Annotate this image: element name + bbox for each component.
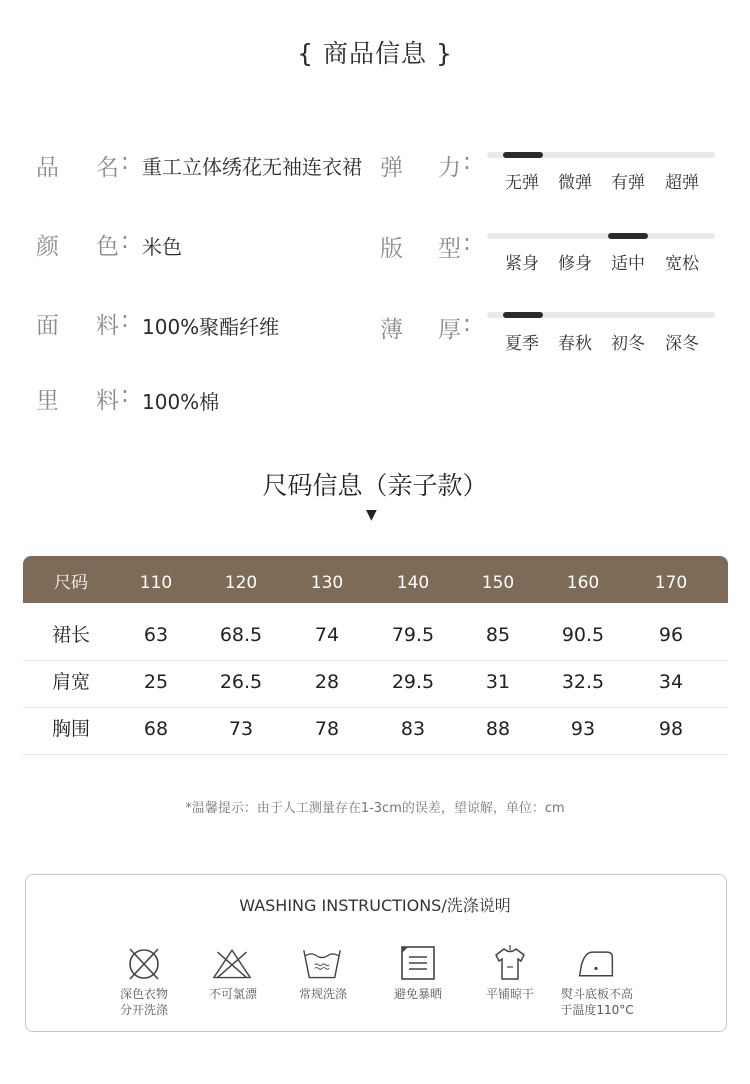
fabric-value: 100%聚酯纤维: [142, 315, 280, 339]
table-cell: 73: [228, 718, 254, 740]
elasticity-option: 有弹: [611, 173, 645, 193]
table-header-cell: 130: [310, 573, 344, 593]
table-cell: 78: [314, 718, 340, 740]
elasticity-option: 超弹: [665, 173, 699, 193]
fit-scale-track: [487, 233, 715, 239]
elasticity-scale-track: [487, 152, 715, 158]
fit-option: 宽松: [665, 254, 699, 274]
thickness-option: 春秋: [558, 334, 592, 354]
table-cell: 68: [143, 718, 169, 740]
lining-value: 100%棉: [142, 390, 220, 414]
thickness-option: 深冬: [665, 334, 699, 354]
row-color-label-b: 色: [96, 234, 119, 260]
size-info-title: 尺码信息（亲子款）: [262, 471, 488, 500]
table-header-cell: 120: [224, 573, 258, 593]
wash-label: 避免暴晒: [393, 987, 442, 1001]
flat-dry-icon: [490, 943, 530, 983]
no-bleach-icon: [212, 943, 252, 983]
row-fabric-label-a: 面: [36, 313, 59, 339]
table-cell: 26.5: [219, 671, 263, 693]
row-lining-label-b: 料: [96, 388, 119, 414]
wash-label: 常规洗涤: [298, 987, 347, 1001]
size-table-header: [23, 556, 728, 603]
row-lining-colon: :: [121, 382, 129, 408]
table-cell: 98: [658, 718, 684, 740]
elasticity-colon: :: [463, 149, 471, 175]
product-info-title: { 商品信息 }: [297, 39, 453, 68]
wash-label: 于温度110°C: [560, 1003, 634, 1017]
wash-label: 不可氯漂: [208, 987, 257, 1001]
row-lining-label-a: 里: [36, 388, 59, 414]
color-value: 米色: [142, 235, 182, 259]
table-cell: 32.5: [561, 671, 605, 693]
table-header-cell: 尺码: [54, 573, 88, 593]
thickness-label-b: 厚: [438, 317, 461, 343]
table-cell: 裙长: [51, 624, 90, 646]
thickness-option: 初冬: [611, 334, 645, 354]
table-cell: 85: [485, 624, 511, 646]
fit-label-b: 型: [438, 236, 461, 262]
table-cell: 肩宽: [51, 671, 90, 693]
no-tumble-wash-icon: [124, 943, 164, 983]
table-cell: 25: [143, 671, 169, 693]
thickness-colon: :: [463, 311, 471, 337]
thickness-scale-marker: [503, 312, 543, 318]
measurement-note: *温馨提示：由于人工测量存在1-3cm的误差，望谅解，单位：cm: [185, 801, 565, 816]
fit-option: 修身: [558, 254, 592, 274]
table-header-cell: 140: [396, 573, 430, 593]
table-row: [23, 613, 728, 661]
table-cell: 68.5: [219, 624, 263, 646]
table-cell: 31: [485, 671, 511, 693]
table-cell: 79.5: [391, 624, 435, 646]
table-header-cell: 150: [481, 573, 515, 593]
table-cell: 63: [143, 624, 169, 646]
thickness-scale-track: [487, 312, 715, 318]
wash-label: 深色衣物: [119, 987, 168, 1001]
table-cell: 74: [314, 624, 340, 646]
table-cell: 83: [400, 718, 426, 740]
table-header-cell: 110: [139, 573, 173, 593]
row-name-colon: :: [121, 149, 129, 175]
row-name-label-a: 品: [36, 155, 59, 181]
table-row: [23, 707, 728, 755]
table-cell: 88: [485, 718, 511, 740]
fit-option: 适中: [611, 254, 645, 274]
product-name-value: 重工立体绣花无袖连衣裙: [142, 155, 362, 179]
row-name-label-b: 名: [96, 155, 119, 181]
elasticity-label-b: 力: [438, 155, 461, 181]
table-header-cell: 170: [654, 573, 688, 593]
down-arrow-icon: ▼: [366, 507, 377, 523]
row-fabric-colon: :: [121, 307, 129, 333]
row-color-label-a: 颜: [36, 234, 59, 260]
fit-scale-marker: [608, 233, 648, 239]
row-color-colon: :: [121, 228, 129, 254]
fit-colon: :: [463, 230, 471, 256]
wash-label: 平铺晾干: [485, 987, 534, 1001]
table-cell: 34: [658, 671, 684, 693]
fit-label-a: 版: [380, 236, 403, 262]
table-cell: 93: [570, 718, 596, 740]
thickness-option: 夏季: [505, 334, 539, 354]
table-cell: 90.5: [561, 624, 605, 646]
row-fabric-label-b: 料: [96, 313, 119, 339]
wash-label: 熨斗底板不高: [560, 987, 633, 1001]
iron-low-icon: [576, 943, 616, 983]
table-cell: 29.5: [391, 671, 435, 693]
table-cell: 28: [314, 671, 340, 693]
wash-label: 分开洗涤: [119, 1003, 168, 1017]
table-header-cell: 160: [566, 573, 600, 593]
washing-title: WASHING INSTRUCTIONS/洗涤说明: [239, 896, 511, 915]
thickness-label-a: 薄: [380, 317, 403, 343]
avoid-sun-icon: [398, 943, 438, 983]
elasticity-option: 微弹: [558, 173, 592, 193]
normal-wash-icon: [302, 943, 342, 983]
table-row: [23, 660, 728, 708]
elasticity-label-a: 弹: [380, 155, 403, 181]
elasticity-scale-marker: [503, 152, 543, 158]
elasticity-option: 无弹: [505, 173, 539, 193]
table-cell: 96: [658, 624, 684, 646]
fit-option: 紧身: [505, 254, 539, 274]
table-cell: 胸围: [51, 718, 90, 740]
